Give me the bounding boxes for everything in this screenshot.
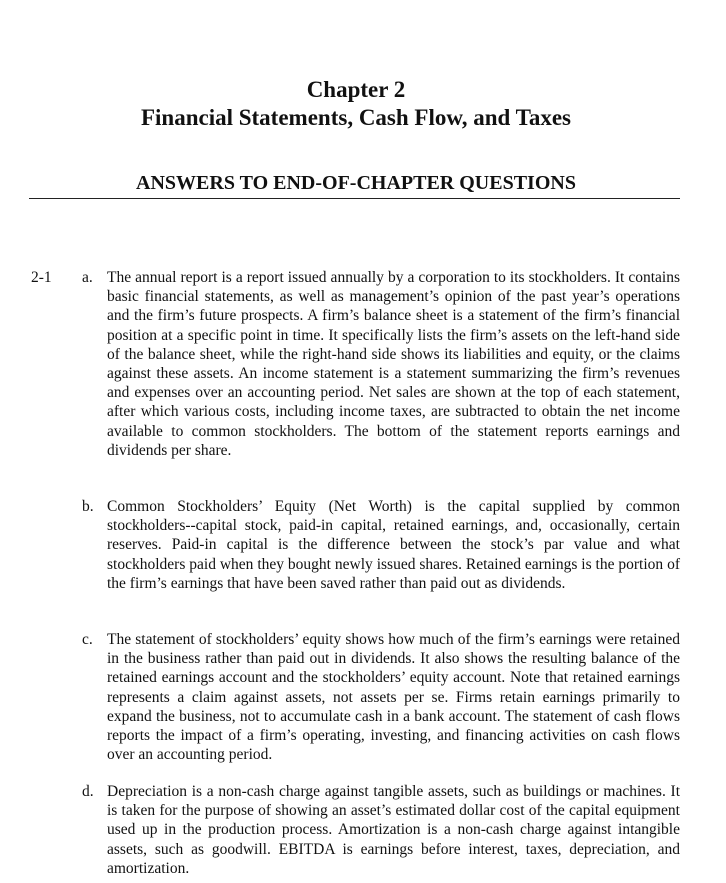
question-number: 2-1 (31, 269, 52, 286)
chapter-title: Financial Statements, Cash Flow, and Taxes (140, 105, 572, 130)
item-letter: b. (82, 498, 94, 515)
item-text: Depreciation is a non-cash charge against tangible assets, such as buildings or machines. It is taken for the purpose of showing an asset’s estimated dollar cost of the capital equipment used up in the production process. Amortization is a non-cash charge against intangible assets, such as goodwill. EBITDA is earnings before interest, taxes, depreciation, and amortization. (107, 783, 680, 877)
section-heading: ANSWERS TO END-OF-CHAPTER QUESTIONS (136, 172, 576, 194)
heading-underline-divider (29, 198, 680, 199)
item-letter: d. (82, 783, 94, 800)
item-text: The annual report is a report issued annually by a corporation to its stockholders. It contains basic financial statements, as well as management’s opinion of the past year’s operations and the firm’s future prospects. A firm’s balance sheet is a statement of the firm’s financial position at a specific point in time. It specifically lists the firm’s assets on the left-hand side of the balance sheet, while the right-hand side shows its liabilities and equity, or the claims against these assets. An income statement is a statement summarizing the firm’s revenues and expenses over an accounting period. Net sales are shown at the top of each statement, after which various costs, including income taxes, are subtracted to obtain the net income available to common stockholders. The bottom of the statement reports earnings and dividends per share. (107, 269, 680, 459)
chapter-number: Chapter 2 (306, 77, 406, 102)
item-letter: c. (82, 631, 93, 648)
item-text: Common Stockholders’ Equity (Net Worth) is the capital supplied by common stockholders--capital stock, paid-in capital, retained earnings, and, occasionally, certain reserves. Paid-in capital is the difference between the stock’s par value and what stockholders paid when they bought newly issued shares. Retained earnings is the portion of the firm’s earnings that have been saved rather than paid out as dividends. (107, 498, 680, 592)
item-text: The statement of stockholders’ equity shows how much of the firm’s earnings were retained in the business rather than paid out in dividends. It also shows the resulting balance of the retained earnings account and the stockholders’ equity account. Note that retained earnings represents a claim against assets, not assets per se. Firms retain earnings primarily to expand the business, not to accumulate cash in a bank account. The statement of cash flows reports the impact of a firm’s operating, investing, and financing activities on cash flows over an accounting period. (107, 631, 680, 764)
item-letter: a. (82, 269, 93, 286)
